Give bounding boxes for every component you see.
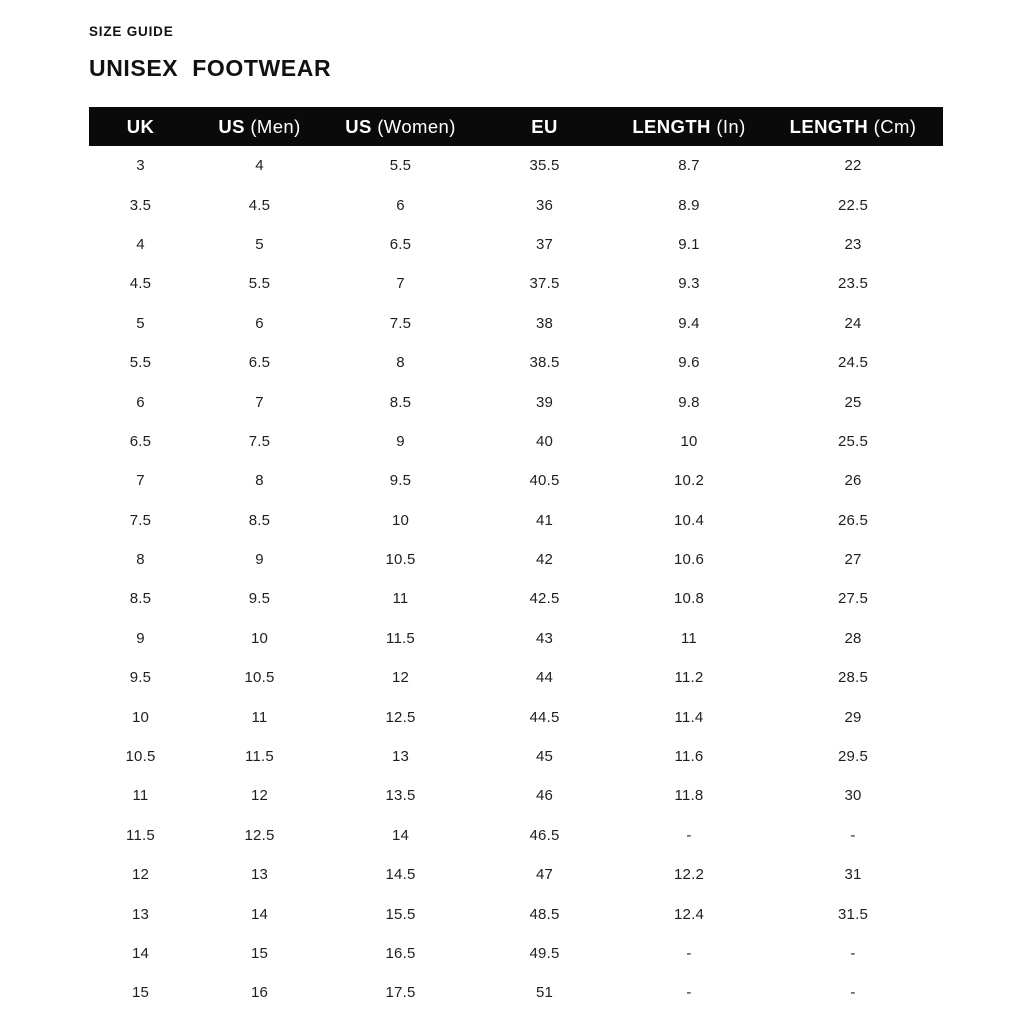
table-cell: 22.5 <box>838 196 868 214</box>
table-cell: 14 <box>250 905 269 923</box>
table-cell: 40 <box>535 432 554 450</box>
table-cell: 35.5 <box>529 157 560 175</box>
table-cell: 6 <box>396 196 405 214</box>
table-cell: 9 <box>255 551 264 569</box>
table-cell: 13.5 <box>385 787 416 805</box>
table-cell: 9 <box>396 432 405 450</box>
column-header-label: EU <box>531 115 558 137</box>
table-cell: 7 <box>396 275 405 293</box>
column-header-sublabel: (In) <box>710 115 746 137</box>
table-cell: 12 <box>391 669 410 687</box>
table-cell: 6.5 <box>389 235 412 253</box>
table-cell: 13 <box>391 748 410 766</box>
column-header-label: LENGTH <box>632 115 711 137</box>
table-cell: 17.5 <box>385 984 416 1002</box>
table-header-row <box>89 107 943 146</box>
table-cell: 11.2 <box>674 669 704 687</box>
table-cell: 24 <box>844 314 862 332</box>
table-cell: 31.5 <box>838 905 868 923</box>
table-cell: 23 <box>844 235 862 253</box>
column-header-eu <box>474 116 615 138</box>
table-cell: 5 <box>255 235 264 253</box>
table-cell: 48.5 <box>529 905 560 923</box>
eyebrow-label: SIZE GUIDE <box>89 24 174 39</box>
table-cell: 28.5 <box>838 669 868 687</box>
table-cell: 11.5 <box>126 826 155 844</box>
table-cell: 45 <box>535 748 554 766</box>
size-table-body <box>89 146 943 1013</box>
table-cell: 10.8 <box>674 590 704 608</box>
table-cell: - <box>686 945 692 962</box>
table-cell: 44.5 <box>529 708 560 726</box>
table-cell: 15.5 <box>385 905 416 923</box>
table-cell: 6 <box>255 314 264 332</box>
table-cell: 12 <box>131 866 150 884</box>
table-cell: 9.5 <box>248 590 271 608</box>
table-cell: 29.5 <box>838 748 868 766</box>
table-cell: 3.5 <box>129 196 152 214</box>
table-cell: 30 <box>844 787 862 805</box>
table-row <box>89 894 943 933</box>
column-header-length-cm <box>763 116 943 138</box>
table-cell: 9.8 <box>678 393 700 411</box>
table-cell: 38 <box>535 314 554 332</box>
table-cell: 11 <box>132 787 149 805</box>
table-row <box>89 816 943 855</box>
table-cell: 16.5 <box>385 945 416 962</box>
table-cell: 11.6 <box>674 748 704 766</box>
table-cell: 14.5 <box>385 866 416 884</box>
table-cell: 5.5 <box>129 354 152 372</box>
table-row <box>89 658 943 697</box>
table-cell: 15 <box>131 984 150 1002</box>
table-cell: 16 <box>250 984 269 1002</box>
table-cell: 37 <box>535 235 554 253</box>
table-cell: 10.5 <box>385 551 416 569</box>
table-cell: 46.5 <box>529 826 560 844</box>
table-row <box>89 146 943 185</box>
table-cell: 28 <box>844 629 862 647</box>
table-cell: 38.5 <box>529 354 560 372</box>
table-row <box>89 225 943 264</box>
table-cell: 6.5 <box>248 354 271 372</box>
table-cell: 10 <box>391 511 410 529</box>
table-cell: 6.5 <box>129 432 152 450</box>
table-row <box>89 737 943 776</box>
table-row <box>89 855 943 894</box>
table-cell: - <box>850 826 856 844</box>
table-cell: 7.5 <box>389 314 412 332</box>
table-cell: 49.5 <box>529 945 560 962</box>
size-guide-page <box>89 24 943 1013</box>
table-cell: - <box>850 984 856 1002</box>
table-cell: 43 <box>535 629 554 647</box>
table-cell: 5 <box>136 314 145 332</box>
table-row <box>89 382 943 421</box>
table-cell: 31 <box>844 866 862 884</box>
table-row <box>89 776 943 815</box>
table-cell: 42 <box>535 551 554 569</box>
table-cell: 47 <box>535 866 554 884</box>
table-row <box>89 501 943 540</box>
table-row <box>89 264 943 303</box>
table-cell: 4 <box>136 235 145 253</box>
table-cell: 44 <box>535 669 554 687</box>
table-cell: 9 <box>136 629 145 647</box>
table-cell: - <box>686 984 692 1002</box>
size-table <box>89 107 943 1013</box>
table-cell: 8 <box>136 551 145 569</box>
table-cell: 8.7 <box>678 157 700 175</box>
table-cell: 9.6 <box>678 354 700 372</box>
table-row <box>89 185 943 224</box>
column-header-us-men <box>192 116 327 138</box>
table-cell: - <box>686 826 692 844</box>
table-cell: 4 <box>255 157 264 175</box>
table-cell: 27 <box>844 551 862 569</box>
table-row <box>89 540 943 579</box>
table-cell: 8.5 <box>129 590 152 608</box>
table-cell: 10.2 <box>674 472 704 490</box>
table-cell: 13 <box>131 905 150 923</box>
table-cell: 10 <box>680 432 698 450</box>
table-cell: 11.5 <box>245 748 274 766</box>
table-cell: 42.5 <box>529 590 560 608</box>
table-cell: 12 <box>250 787 269 805</box>
table-cell: 9.5 <box>389 472 412 490</box>
table-cell: 7 <box>255 393 264 411</box>
table-cell: 25 <box>844 393 862 411</box>
column-header-sublabel: (Cm) <box>868 115 917 137</box>
page-title: UNISEX FOOTWEAR <box>89 55 332 81</box>
table-cell: 7.5 <box>129 511 152 529</box>
table-cell: 6 <box>136 393 145 411</box>
table-cell: 11 <box>681 629 697 647</box>
table-row <box>89 304 943 343</box>
table-cell: 8.5 <box>248 511 271 529</box>
table-cell: 4.5 <box>129 275 152 293</box>
table-cell: 8.5 <box>389 393 412 411</box>
table-cell: 7 <box>136 472 145 490</box>
table-row <box>89 973 943 1012</box>
table-cell: 12.5 <box>385 708 416 726</box>
column-header-us-women <box>327 116 474 138</box>
table-cell: 12.2 <box>674 866 704 884</box>
column-header-uk <box>89 116 192 138</box>
table-cell: 9.1 <box>678 235 700 253</box>
table-cell: 4.5 <box>248 196 271 214</box>
table-cell: 25.5 <box>838 432 868 450</box>
table-cell: 40.5 <box>529 472 560 490</box>
table-cell: 51 <box>535 984 554 1002</box>
column-header-sublabel: (Men) <box>244 115 301 137</box>
table-cell: 10.4 <box>674 511 704 529</box>
column-header-label: US <box>218 115 245 137</box>
table-cell: 5.5 <box>248 275 271 293</box>
table-row <box>89 422 943 461</box>
table-cell: 10.5 <box>244 669 275 687</box>
table-cell: 11 <box>392 590 409 608</box>
column-header-label: LENGTH <box>789 115 869 137</box>
table-cell: 10 <box>250 629 269 647</box>
table-cell: 10.6 <box>674 551 704 569</box>
table-cell: 11 <box>251 708 268 726</box>
table-cell: 14 <box>391 826 410 844</box>
table-cell: 15 <box>250 945 269 962</box>
table-row <box>89 619 943 658</box>
table-cell: 11.5 <box>386 629 415 647</box>
table-cell: 24.5 <box>838 354 868 372</box>
table-cell: 37.5 <box>529 275 560 293</box>
table-cell: 12.4 <box>674 905 704 923</box>
table-row <box>89 934 943 973</box>
table-cell: 26 <box>844 472 862 490</box>
table-cell: 8 <box>255 472 264 490</box>
table-cell: 39 <box>535 393 554 411</box>
column-header-label: UK <box>126 115 155 137</box>
table-row <box>89 579 943 618</box>
table-cell: 10 <box>131 708 150 726</box>
table-cell: 13 <box>250 866 269 884</box>
table-cell: 8.9 <box>678 196 700 214</box>
table-cell: 22 <box>844 157 862 175</box>
table-cell: 9.5 <box>129 669 152 687</box>
table-cell: 46 <box>535 787 554 805</box>
table-row <box>89 697 943 736</box>
table-cell: 12.5 <box>244 826 275 844</box>
table-cell: 8 <box>396 354 405 372</box>
table-cell: 9.4 <box>678 314 700 332</box>
table-cell: 3 <box>136 157 145 175</box>
table-cell: 14 <box>131 945 150 962</box>
table-row <box>89 461 943 500</box>
table-cell: - <box>850 945 856 962</box>
table-cell: 7.5 <box>248 432 271 450</box>
table-cell: 26.5 <box>838 511 868 529</box>
table-cell: 9.3 <box>678 275 700 293</box>
column-header-length-in <box>615 116 763 138</box>
table-cell: 41 <box>535 511 554 529</box>
table-cell: 29 <box>844 708 862 726</box>
table-cell: 10.5 <box>125 748 156 766</box>
table-cell: 36 <box>535 196 554 214</box>
table-cell: 11.8 <box>674 787 704 805</box>
table-cell: 5.5 <box>389 157 412 175</box>
column-header-sublabel: (Women) <box>371 115 456 137</box>
table-row <box>89 343 943 382</box>
table-cell: 23.5 <box>838 275 868 293</box>
column-header-label: US <box>345 115 372 137</box>
table-cell: 11.4 <box>674 708 704 726</box>
table-cell: 27.5 <box>838 590 868 608</box>
